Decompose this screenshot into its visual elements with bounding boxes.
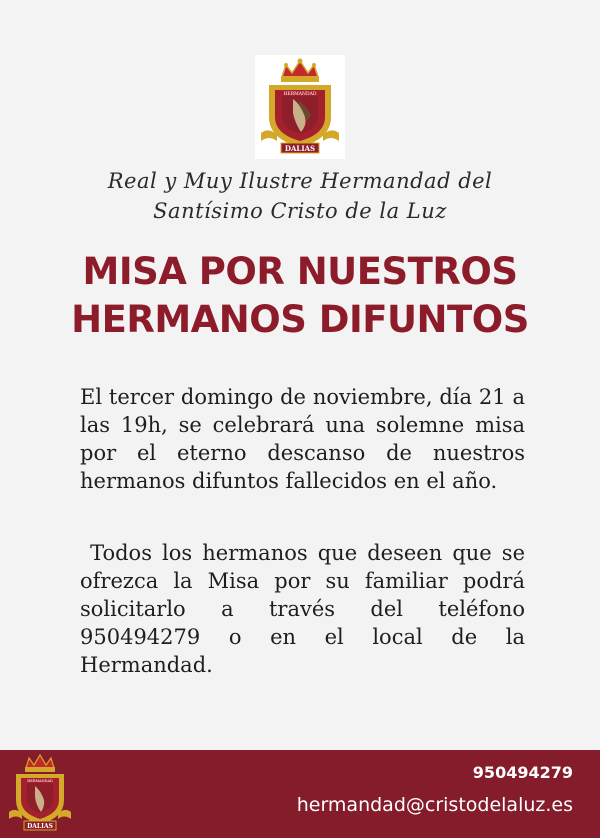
brotherhood-name-line1: Real y Muy Ilustre Hermandad del	[107, 169, 493, 193]
footer-crest-logo	[6, 752, 74, 836]
svg-text:HERMANDAD: HERMANDAD	[27, 779, 53, 783]
svg-text:DALIAS: DALIAS	[27, 823, 53, 830]
footer-email-address[interactable]: hermandad@cristodelaluz.es	[296, 794, 573, 816]
request-paragraph: Todos los hermanos que deseen que se ofrezca la Misa por su familiar podrá solicitarlo a través del teléfono 950494279 o en el local de la Hermandad.	[80, 541, 532, 677]
footer-phone-number[interactable]: 950494279	[472, 763, 573, 782]
title-line1: MISA POR NUESTROS	[82, 250, 518, 293]
brotherhood-name-line2: Santísimo Cristo de la Luz	[153, 199, 447, 223]
page-title	[0, 248, 600, 344]
brotherhood-crest-logo	[255, 55, 345, 159]
brotherhood-name	[0, 166, 600, 226]
svg-text:DALIAS: DALIAS	[284, 144, 316, 153]
title-line2: HERMANOS DIFUNTOS	[71, 298, 529, 341]
footer-bar	[0, 750, 600, 838]
announcement-paragraph: El tercer domingo de noviembre, día 21 a las 19h, se celebrará una solemne misa por el eterno descanso de nuestros hermanos difuntos fallecidos en el año.	[80, 385, 525, 493]
svg-text:HERMANDAD: HERMANDAD	[283, 92, 317, 97]
